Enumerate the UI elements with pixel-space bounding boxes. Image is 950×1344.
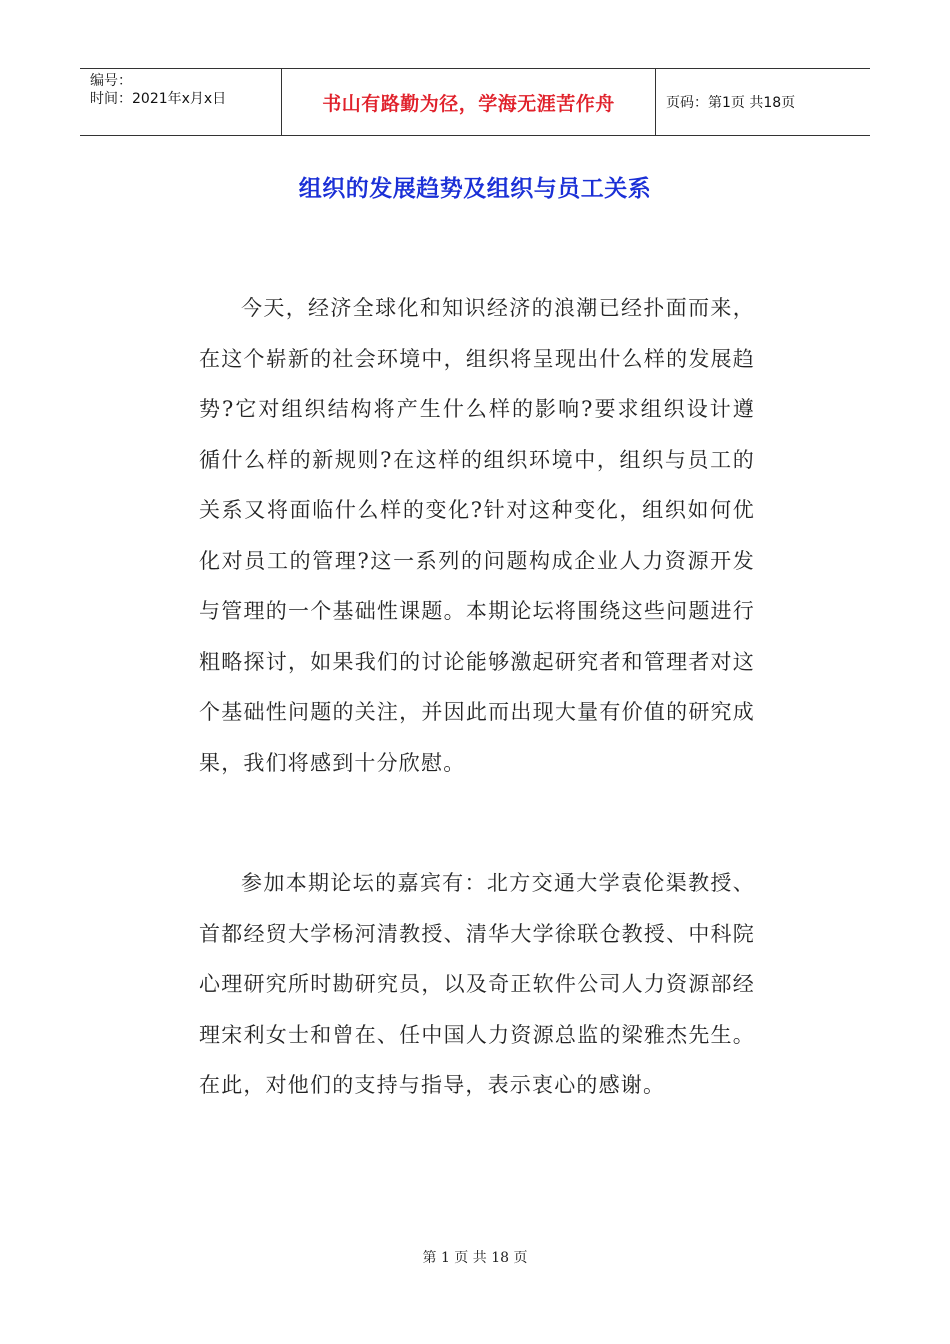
page-footer: 第 1 页 共 18 页 bbox=[422, 1250, 528, 1266]
document-title: 组织的发展趋势及组织与员工关系 bbox=[298, 176, 652, 202]
page-info: 页码：第1页 共18页 bbox=[666, 95, 796, 111]
date-label: 时间：2021年x月x日 bbox=[90, 91, 227, 107]
header-page-cell bbox=[656, 69, 870, 135]
paragraph-guests: 参加本期论坛的嘉宾有：北方交通大学袁伦渠教授、首都经贸大学杨河清教授、清华大学徐联仓教授、中科院心理研究所时勘研究员，以及奇正软件公司人力资源部经理宋利女士和曾在、任中国人力资源总监的梁雅杰先生。在此，对他们的支持与指导，表示衷心的感谢。 bbox=[199, 871, 755, 1097]
header-motto-cell bbox=[282, 69, 656, 135]
number-label: 编号： bbox=[90, 73, 132, 89]
paragraph-intro: 今天，经济全球化和知识经济的浪潮已经扑面而来，在这个崭新的社会环境中，组织将呈现出什么样的发展趋势?它对组织结构将产生什么样的影响?要求组织设计遵循什么样的新规则?在这样的组织环境中，组织与员工的关系又将面临什么样的变化?针对这种变化，组织如何优化对员工的管理?这一系列的问题构成企业人力资源开发与管理的一个基础性课题。本期论坛将围绕这些问题进行粗略探讨，如果我们的讨论能够激起研究者和管理者对这个基础性问题的关注，并因此而出现大量有价值的研究成果，我们将感到十分欣慰。 bbox=[199, 296, 755, 775]
header-table bbox=[80, 68, 870, 136]
motto-text: 书山有路勤为径，学海无涯苦作舟 bbox=[322, 92, 615, 115]
header-meta-cell bbox=[80, 69, 282, 135]
